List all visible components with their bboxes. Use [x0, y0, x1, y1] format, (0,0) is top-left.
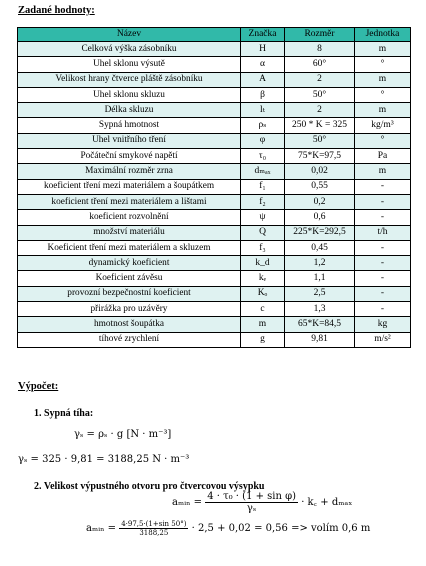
- cell-unit: °: [355, 87, 411, 102]
- cell-unit: kg: [355, 317, 411, 332]
- table-row: [18, 42, 411, 57]
- cell-name: Uhel vnitřního tření: [18, 133, 241, 148]
- table-row: [18, 57, 411, 72]
- cell-value: 1,1: [285, 271, 355, 286]
- table-row: [18, 210, 411, 225]
- cell-value: 2: [285, 72, 355, 87]
- header-symbol: Značka: [241, 28, 285, 42]
- cell-unit: Pa: [355, 149, 411, 164]
- cell-unit: -: [355, 271, 411, 286]
- cell-name: koeficient rozvolnění: [18, 210, 241, 225]
- formula-fraction: [205, 491, 298, 514]
- table-row: [18, 164, 411, 179]
- cell-unit: kg/m³: [355, 118, 411, 133]
- table-header-row: [18, 28, 411, 42]
- cell-name: koeficient tření mezi materiálem a lištami: [18, 194, 241, 209]
- cell-value: 1,2: [285, 256, 355, 271]
- cell-value: 225*K=292,5: [285, 225, 355, 240]
- cell-symbol: τ₀: [241, 149, 285, 164]
- cell-symbol: f₁: [241, 179, 285, 194]
- cell-symbol: f₃: [241, 240, 285, 255]
- cell-value: 9,81: [285, 332, 355, 347]
- cell-value: 1,3: [285, 302, 355, 317]
- cell-unit: -: [355, 210, 411, 225]
- header-value: Rozměr: [285, 28, 355, 42]
- cell-name: koeficient tření mezi materiálem a šoupátkem: [18, 179, 241, 194]
- table-row: [18, 240, 411, 255]
- cell-symbol: c: [241, 302, 285, 317]
- cell-name: přirážka pro uzávěry: [18, 302, 241, 317]
- cell-unit: °: [355, 57, 411, 72]
- cell-symbol: H: [241, 42, 285, 57]
- step-1-title: 1. Sypná tíha:: [34, 408, 94, 419]
- cell-value: 250 * K = 325: [285, 118, 355, 133]
- step-1-formula: γₛ = ρₛ · g [N · m⁻³]: [74, 429, 172, 440]
- cell-name: dynamický koeficient: [18, 256, 241, 271]
- cell-unit: -: [355, 240, 411, 255]
- cell-unit: -: [355, 194, 411, 209]
- table-row: [18, 286, 411, 301]
- step-2-title: 2. Velikost výpustného otvoru pro čtvercovou výsypku: [34, 481, 265, 492]
- cell-symbol: Q: [241, 225, 285, 240]
- table-row: [18, 87, 411, 102]
- cell-symbol: m: [241, 317, 285, 332]
- calculation-heading: Výpočet:: [18, 381, 59, 392]
- cell-unit: m: [355, 72, 411, 87]
- step-1-result: γₛ = 325 · 9,81 = 3188,25 N · m⁻³: [18, 454, 190, 465]
- cell-value: 0,45: [285, 240, 355, 255]
- table-row: [18, 225, 411, 240]
- cell-symbol: f₂: [241, 194, 285, 209]
- table-row: [18, 118, 411, 133]
- cell-value: 0,2: [285, 194, 355, 209]
- table-row: [18, 271, 411, 286]
- cell-value: 2: [285, 103, 355, 118]
- cell-value: 50°: [285, 133, 355, 148]
- cell-name: tíhové zrychlení: [18, 332, 241, 347]
- calc-tail: · 2,5 + 0,02 = 0,56 => volím 0,6 m: [191, 523, 371, 534]
- cell-symbol: ρₛ: [241, 118, 285, 133]
- cell-name: Koeficient závěsu: [18, 271, 241, 286]
- cell-symbol: k_d: [241, 256, 285, 271]
- cell-name: Velikost hrany čtverce pláště zásobníku: [18, 72, 241, 87]
- cell-name: Délka skluzu: [18, 103, 241, 118]
- formula-tail: · k꜀ + dₘₐₓ: [301, 497, 353, 508]
- table-row: [18, 332, 411, 347]
- cell-value: 60°: [285, 57, 355, 72]
- table-row: [18, 256, 411, 271]
- cell-value: 50°: [285, 87, 355, 102]
- table-row: [18, 149, 411, 164]
- step-2-formula: [172, 491, 352, 514]
- table-row: [18, 302, 411, 317]
- calc-lhs: aₘᵢₙ =: [86, 523, 116, 534]
- cell-name: Počáteční smykové napětí: [18, 149, 241, 164]
- table-row: [18, 194, 411, 209]
- cell-value: 0,6: [285, 210, 355, 225]
- formula-denominator: γₛ: [246, 503, 257, 514]
- cell-symbol: g: [241, 332, 285, 347]
- cell-symbol: β: [241, 87, 285, 102]
- cell-symbol: dₘₐₓ: [241, 164, 285, 179]
- cell-unit: m: [355, 42, 411, 57]
- cell-name: množství materiálu: [18, 225, 241, 240]
- header-unit: Jednotka: [355, 28, 411, 42]
- table-row: [18, 179, 411, 194]
- calc-numerator: 4·97,5·(1+sin 50°): [121, 520, 187, 528]
- cell-symbol: φ: [241, 133, 285, 148]
- cell-name: Sypná hmotnost: [18, 118, 241, 133]
- formula-lhs: aₘᵢₙ =: [172, 497, 202, 508]
- cell-value: 0,02: [285, 164, 355, 179]
- cell-name: Celková výška zásobníku: [18, 42, 241, 57]
- cell-name: Uhel sklonu výsutě: [18, 57, 241, 72]
- cell-name: hmotnost šoupátka: [18, 317, 241, 332]
- step-2-calculation: [86, 520, 370, 537]
- cell-symbol: α: [241, 57, 285, 72]
- cell-name: Uhel sklonu skluzu: [18, 87, 241, 102]
- cell-unit: -: [355, 302, 411, 317]
- header-name: Název: [18, 28, 241, 42]
- formula-numerator: 4 · τ₀ · (1 + sin φ): [207, 491, 297, 502]
- cell-value: 75*K=97,5: [285, 149, 355, 164]
- table-row: [18, 317, 411, 332]
- given-values-heading: Zadané hodnoty:: [18, 5, 95, 16]
- cell-value: 0,55: [285, 179, 355, 194]
- calc-fraction: [119, 520, 188, 537]
- cell-unit: m: [355, 164, 411, 179]
- cell-unit: -: [355, 256, 411, 271]
- cell-unit: t/h: [355, 225, 411, 240]
- cell-name: Koeficient tření mezi materiálem a skluzem: [18, 240, 241, 255]
- cell-name: Maximální rozměr zrna: [18, 164, 241, 179]
- cell-symbol: A: [241, 72, 285, 87]
- cell-value: 2,5: [285, 286, 355, 301]
- cell-unit: °: [355, 133, 411, 148]
- table-row: [18, 72, 411, 87]
- cell-value: 65*K=84,5: [285, 317, 355, 332]
- cell-symbol: ψ: [241, 210, 285, 225]
- cell-symbol: Kₒ: [241, 286, 285, 301]
- calc-denominator: 3188,25: [139, 529, 169, 537]
- cell-value: 8: [285, 42, 355, 57]
- parameters-table: [17, 27, 411, 348]
- cell-name: provozní bezpečnostní koeficient: [18, 286, 241, 301]
- table-row: [18, 103, 411, 118]
- cell-unit: -: [355, 179, 411, 194]
- cell-unit: m/s²: [355, 332, 411, 347]
- cell-unit: -: [355, 286, 411, 301]
- cell-unit: m: [355, 103, 411, 118]
- cell-symbol: lₜ: [241, 103, 285, 118]
- cell-symbol: kₑ: [241, 271, 285, 286]
- table-row: [18, 133, 411, 148]
